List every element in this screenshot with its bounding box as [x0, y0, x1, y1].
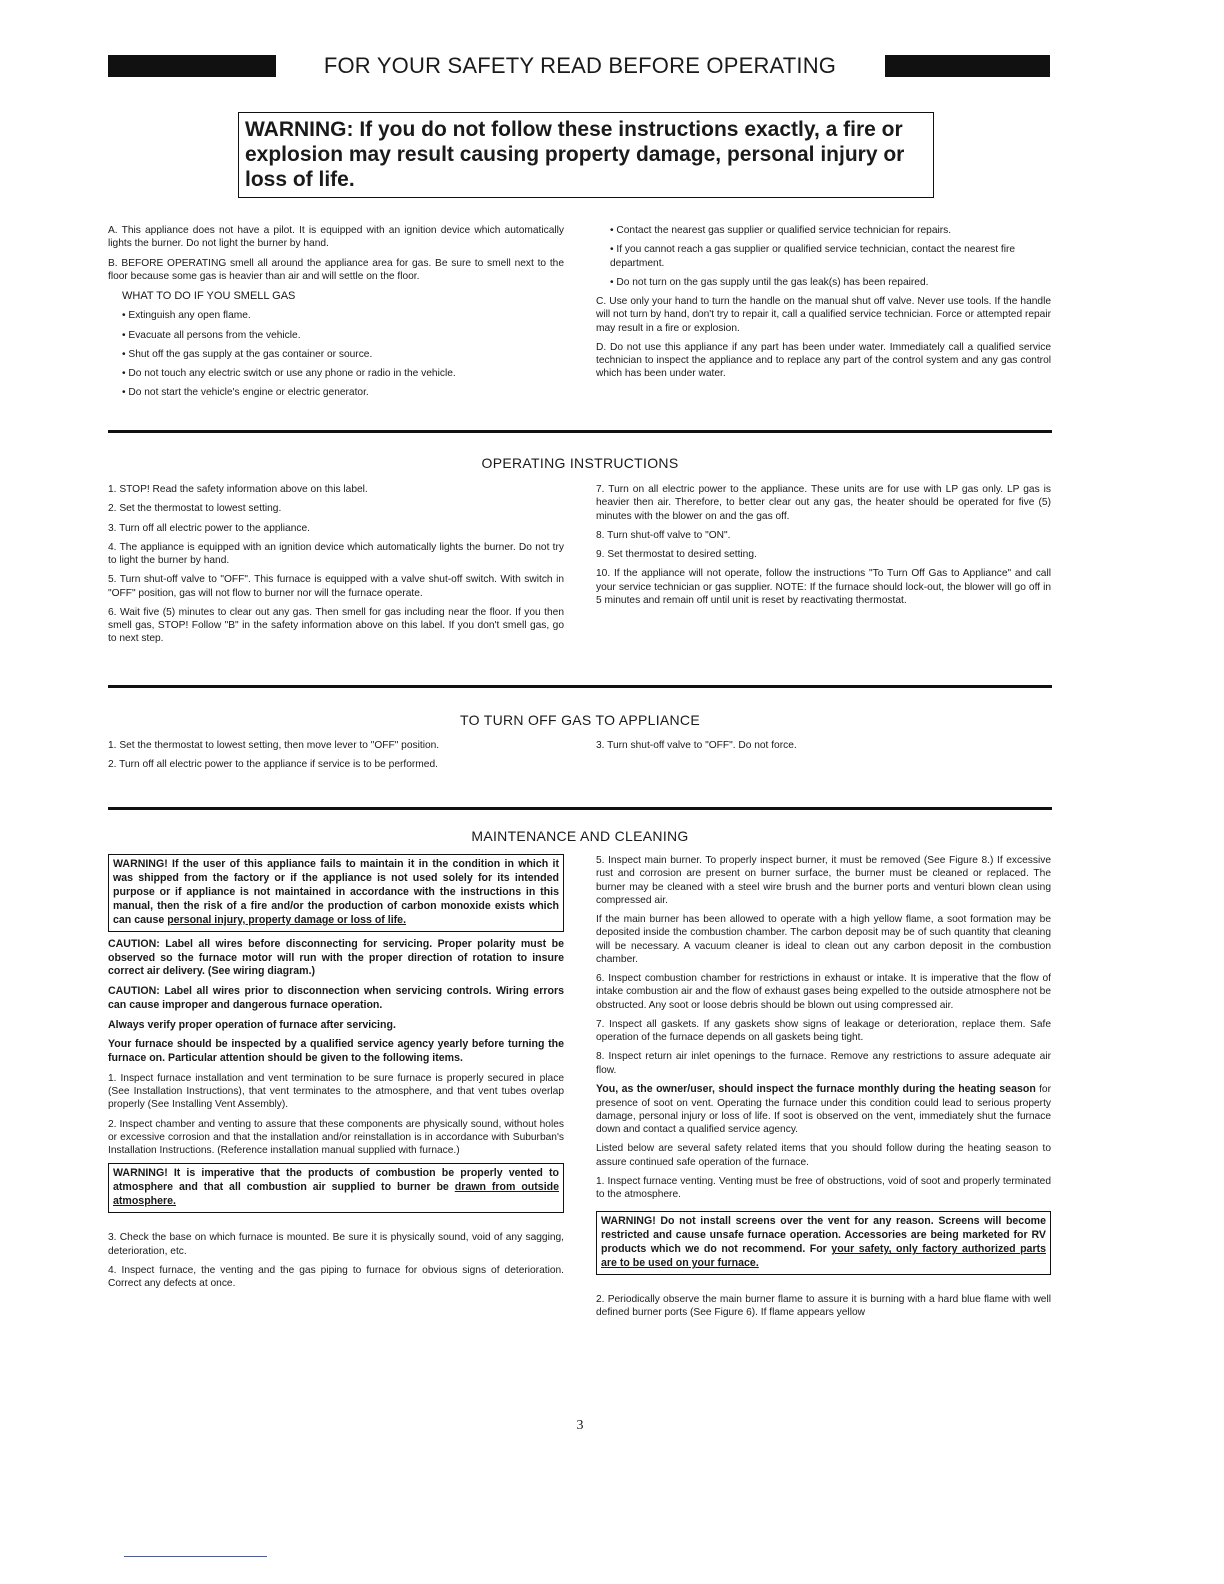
right-item: • If you cannot reach a gas supplier or qualified service technician, contact the nearest fire department.: [610, 244, 1016, 269]
maint-item: 5. Inspect main burner. To properly inspect burner, it must be removed (See Figure 8.) If excessive rust and corrosion are present on burner surface, the burner must be cleaned or replaced. The burner may be cleaned with a steel wire brush and the burner ports and venturi blown clean using compressed air.: [596, 855, 1051, 906]
op-step: 6. Wait five (5) minutes to clear out any gas. Then smell for gas including near the floor. If you then smell gas, STOP! Follow "B" in the safety information above on this label. If you don't smell gas, go to next step.: [108, 606, 564, 645]
maint-item: 4. Inspect furnace, the venting and the gas piping to furnace for obvious signs of deterioration. Correct any defects at once.: [108, 1264, 564, 1290]
op-step: 3. Turn off all electric power to the appliance.: [108, 522, 310, 534]
safety-a: A. This appliance does not have a pilot. It is equipped with an ignition device which automatically lights the burner. Do not light the burner by hand.: [108, 225, 564, 250]
maint-item: 1. Inspect furnace installation and vent termination to be sure furnace is properly secured in place (See Installation Instructions), that vent terminates to the atmosphere, and that vent tubes overlap properly (See Installing Vent Assembly).: [108, 1072, 564, 1111]
soot-note: If the main burner has been allowed to operate with a high yellow flame, a soot formation may be deposited inside the combustion chamber. The carbon deposit may be of such quantity that cleaning will be necessary. A vacuum cleaner is ideal to clean out any carbon deposit in the combustion chamber.: [596, 914, 1051, 965]
section-divider: [108, 430, 1052, 433]
maintenance-warning-box: [108, 854, 564, 932]
page-title: FOR YOUR SAFETY READ BEFORE OPERATING: [323, 53, 837, 78]
warning-text: WARNING! Do not install screens over the vent for any reason. Screens will become restricted and cause unsafe furnace operation. Accessories are being marketed for RV products which we do not recommend. For: [601, 1215, 1046, 1256]
maintenance-left: [108, 854, 564, 1296]
operating-title: OPERATING INSTRUCTIONS: [481, 455, 679, 471]
op-step: 5. Turn shut-off valve to "OFF". This furnace is equipped with a valve shut-off switch. With switch in "OFF" position, gas will not flow to burner nor will the furnace operate.: [108, 574, 564, 599]
season-item: 1. Inspect furnace venting. Venting must be free of obstructions, void of soot and properly terminated to the atmosphere.: [596, 1175, 1051, 1201]
inspection-note: Your furnace should be inspected by a qualified service agency yearly before turning the furnace on. Particular attention should be given to the following items.: [108, 1038, 564, 1065]
screen-warning-box: [596, 1211, 1051, 1275]
header-bar-left: [108, 55, 276, 77]
combustion-warning-box: [108, 1163, 564, 1213]
warning-text-end: personal injury, property damage or loss of life.: [167, 913, 407, 926]
maintenance-title: MAINTENANCE AND CLEANING: [471, 828, 689, 844]
turnoff-step: 3. Turn shut-off valve to "OFF". Do not force.: [596, 740, 797, 751]
operating-left: [108, 483, 564, 652]
smell-item: • Do not start the vehicle's engine or electric generator.: [122, 387, 369, 399]
maint-item: 7. Inspect all gaskets. If any gaskets show signs of leakage or deterioration, replace them. Safe operation of the furnace depends on all gaskets being tight.: [596, 1018, 1051, 1043]
smell-heading: WHAT TO DO IF YOU SMELL GAS: [122, 290, 296, 302]
op-step: 9. Set thermostat to desired setting.: [596, 549, 757, 560]
right-item: • Contact the nearest gas supplier or qualified service technician for repairs.: [610, 225, 952, 236]
warning-text-end: your safety, only factory authorized parts are to be used on your furnace.: [601, 1243, 1046, 1270]
safety-d: D. Do not use this appliance if any part has been under water. Immediately call a qualified service technician to inspect the appliance and to replace any part of the control system and any gas control which has been under water.: [596, 341, 1051, 380]
maint-item: 3. Check the base on which furnace is mounted. Be sure it is physically sound, void of any sagging, deterioration, etc.: [108, 1232, 564, 1257]
maintenance-right: [596, 854, 1051, 1326]
page-number: 3: [576, 1418, 584, 1433]
section-divider: [108, 685, 1052, 688]
op-step: 7. Turn on all electric power to the appliance. These units are for use with LP gas only. LP gas is heavier then air. Therefore, to better clear out any gas, the heater should be operated for five (5) minutes with the blower on and the gas off.: [596, 484, 1051, 522]
warning-text: WARNING! If the user of this appliance fails to maintain it in the condition in which it was shipped from the factory or if the appliance is not used solely for its intended purpose or if appliance is not maintained in accordance with the instructions in this manual, then the risk of a fire and/or the production of carbon monoxide exists which can cause: [113, 858, 559, 926]
warning-text: WARNING! It is imperative that the products of combustion be properly vented to atmosphere and that all combustion air supplied to burner be: [113, 1167, 559, 1194]
main-warning-text: WARNING: If you do not follow these instructions exactly, a fire or explosion may result causing property damage, personal injury or loss of life.: [245, 118, 905, 192]
op-step: 10. If the appliance will not operate, follow the instructions "To Turn Off Gas to Appliance" and call your service technician or gas supplier. NOTE: If the furnace should lock-out, the blower will go off in 5 minutes and remain off until unit is reset by reactivating thermostat.: [596, 568, 1051, 606]
turnoff-step: 1. Set the thermostat to lowest setting, then move lever to "OFF" position.: [108, 740, 440, 751]
maint-item: 6. Inspect combustion chamber for restrictions in exhaust or intake. It is imperative that the flow of intake combustion air and the flow of exhaust gases being expelled to the outside atmosphere not be obstructed. Any soot or loose debris should be blown out using compressed air.: [596, 973, 1051, 1011]
turnoff-left: [108, 739, 564, 778]
maint-item: 2. Inspect chamber and venting to assure that these components are physically sound, without holes or excessive corrosion and that the installation and/or reinstallation is in accordance with Suburban's Installation Instructions. (Reference installation manual supplied with furnace.): [108, 1118, 564, 1157]
header-bar-right: [885, 55, 1050, 77]
safety-right: [596, 224, 1051, 387]
safety-left: [108, 224, 564, 406]
listed-note: Listed below are several safety related items that you should follow during the heating season to assure continued safe operation of the furnace.: [596, 1143, 1051, 1168]
section-divider: [108, 807, 1052, 810]
turnoff-title: TO TURN OFF GAS TO APPLIANCE: [460, 712, 700, 728]
caution-wiring: CAUTION: Label all wires prior to disconnection when servicing controls. Wiring errors can cause improper and dangerous furnace operation.: [108, 985, 564, 1011]
right-item: • Do not turn on the gas supply until the gas leak(s) has been repaired.: [610, 276, 929, 288]
warning-text-end: drawn from outside atmosphere.: [113, 1181, 559, 1208]
owner-inspection: [596, 1083, 1051, 1137]
main-warning-box: [238, 112, 934, 198]
safety-c: C. Use only your hand to turn the handle on the manual shut off valve. Never use tools. If the handle will not turn by hand, don't try to repair it, call a qualified service technician. Force or attempted repair may result in a fire or explosion.: [596, 296, 1051, 334]
safety-b: B. BEFORE OPERATING smell all around the appliance area for gas. Be sure to smell next to the floor because some gas is heavier than air and will settle on the floor.: [108, 257, 564, 282]
op-step: 2. Set the thermostat to lowest setting.: [108, 503, 282, 515]
operating-right: [596, 483, 1051, 613]
op-step: 8. Turn shut-off valve to "ON".: [596, 529, 731, 541]
turnoff-step: 2. Turn off all electric power to the appliance if service is to be performed.: [108, 759, 438, 771]
verify-operation: Always verify proper operation of furnace after servicing.: [108, 1018, 396, 1031]
maint-item: 8. Inspect return air inlet openings to the furnace. Remove any restrictions to assure adequate air flow.: [596, 1051, 1051, 1076]
smell-item: • Evacuate all persons from the vehicle.: [122, 329, 301, 341]
turnoff-right: [596, 739, 1051, 758]
bottom-link-line: [124, 1556, 267, 1557]
smell-item: • Do not touch any electric switch or use any phone or radio in the vehicle.: [122, 368, 456, 380]
smell-item: • Shut off the gas supply at the gas container or source.: [122, 348, 373, 360]
owner-rest: for presence of soot on vent. Operating the furnace under this condition could lead to serious property damage, personal injury or loss of life. If soot is observed on the vent, immediately shut the furnace down and contact a qualified service agency.: [596, 1083, 1051, 1136]
smell-item: • Extinguish any open flame.: [122, 310, 251, 322]
season-item: 2. Periodically observe the main burner flame to assure it is burning with a hard blue flame with well defined burner ports (See Figure 6). If flame appears yellow: [596, 1294, 1051, 1319]
owner-bold: You, as the owner/user, should inspect the furnace monthly during the heating season: [596, 1082, 1036, 1095]
caution-polarity: CAUTION: Label all wires before disconnecting for servicing. Proper polarity must be observed so the furnace motor will run with the proper direction of rotation to insure correct air delivery. (See wiring diagram.): [108, 937, 564, 978]
op-step: 1. STOP! Read the safety information above on this label.: [108, 484, 368, 495]
op-step: 4. The appliance is equipped with an ignition device which automatically lights the burner. Do not try to light the burner by hand.: [108, 541, 564, 566]
